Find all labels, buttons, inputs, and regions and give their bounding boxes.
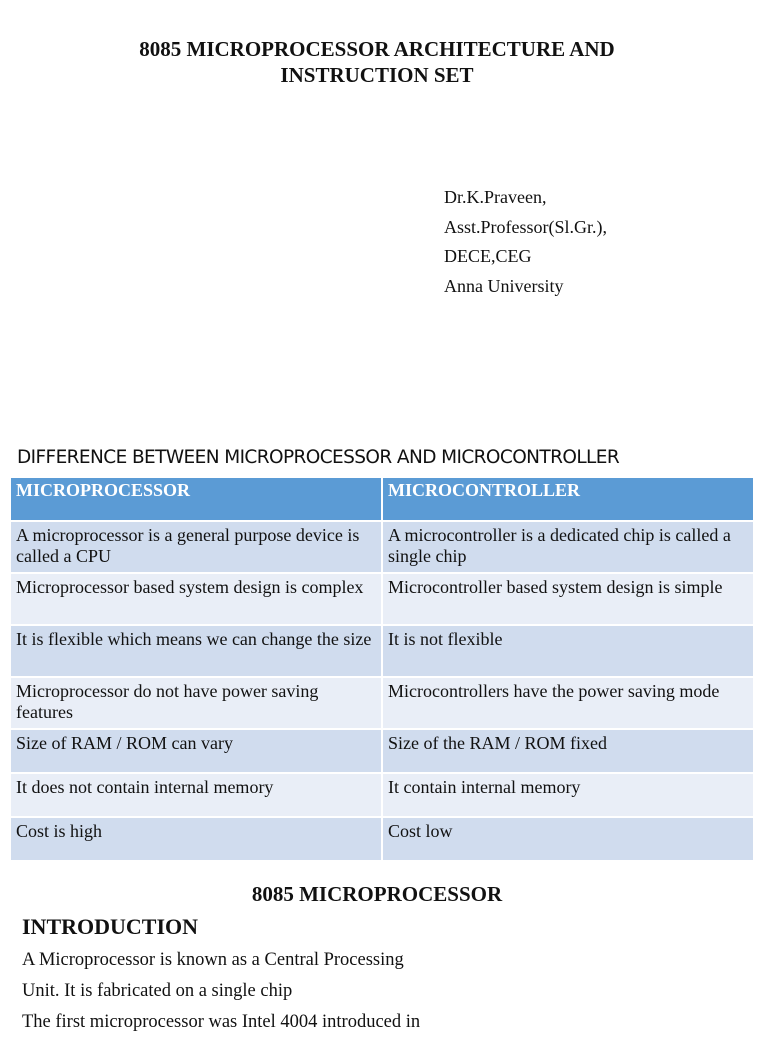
- introduction-body: [22, 945, 420, 1038]
- table-cell-microprocessor: Cost is high: [11, 817, 382, 861]
- author-department: DECE,CEG: [444, 246, 532, 267]
- comparison-heading: DIFFERENCE BETWEEN MICROPROCESSOR AND MICROCONTROLLER: [17, 447, 620, 468]
- table-cell-microcontroller: Cost low: [382, 817, 753, 861]
- intro-line: A Microprocessor is known as a Central Processing: [22, 950, 404, 970]
- column-header-microprocessor: MICROPROCESSOR: [11, 478, 382, 521]
- table-row: [11, 625, 753, 677]
- section-title-8085: 8085 MICROPROCESSOR: [251, 882, 503, 906]
- table-cell-microcontroller: Microcontroller based system design is simple: [382, 573, 753, 625]
- table-row: [11, 677, 753, 729]
- table-cell-microprocessor: Size of RAM / ROM can vary: [11, 729, 382, 773]
- table-cell-microprocessor: It is flexible which means we can change the size: [11, 625, 382, 677]
- table-cell-microcontroller: It is not flexible: [382, 625, 753, 677]
- comparison-table: [11, 478, 753, 862]
- table-row: [11, 817, 753, 861]
- table-cell-microcontroller: Size of the RAM / ROM fixed: [382, 729, 753, 773]
- table-cell-microcontroller: It contain internal memory: [382, 773, 753, 817]
- table-cell-microcontroller: A microcontroller is a dedicated chip is called a single chip: [382, 521, 753, 573]
- author-designation: Asst.Professor(Sl.Gr.),: [444, 216, 608, 237]
- document-title-line-2: INSTRUCTION SET: [280, 63, 474, 87]
- table-cell-microprocessor: Microprocessor do not have power saving features: [11, 677, 382, 729]
- document-title: [0, 36, 754, 88]
- intro-line: Unit. It is fabricated on a single chip: [22, 981, 293, 1001]
- author-name: Dr.K.Praveen,: [444, 187, 547, 207]
- table-row: [11, 521, 753, 573]
- intro-line: The first microprocessor was Intel 4004 introduced in: [22, 1012, 421, 1032]
- table-row: [11, 729, 753, 773]
- table-cell-microprocessor: A microprocessor is a general purpose device is called a CPU: [11, 521, 382, 573]
- author-institution: Anna University: [444, 276, 564, 297]
- table-cell-microcontroller: Microcontrollers have the power saving mode: [382, 677, 753, 729]
- column-header-microcontroller: MICROCONTROLLER: [382, 478, 753, 521]
- table-row: [11, 773, 753, 817]
- table-cell-microprocessor: Microprocessor based system design is complex: [11, 573, 382, 625]
- table-cell-microprocessor: It does not contain internal memory: [11, 773, 382, 817]
- introduction-heading: INTRODUCTION: [22, 914, 199, 939]
- table-row: [11, 573, 753, 625]
- author-block: [444, 183, 607, 302]
- document-title-line-1: 8085 MICROPROCESSOR ARCHITECTURE AND: [139, 37, 615, 61]
- table-header-row: [11, 478, 753, 521]
